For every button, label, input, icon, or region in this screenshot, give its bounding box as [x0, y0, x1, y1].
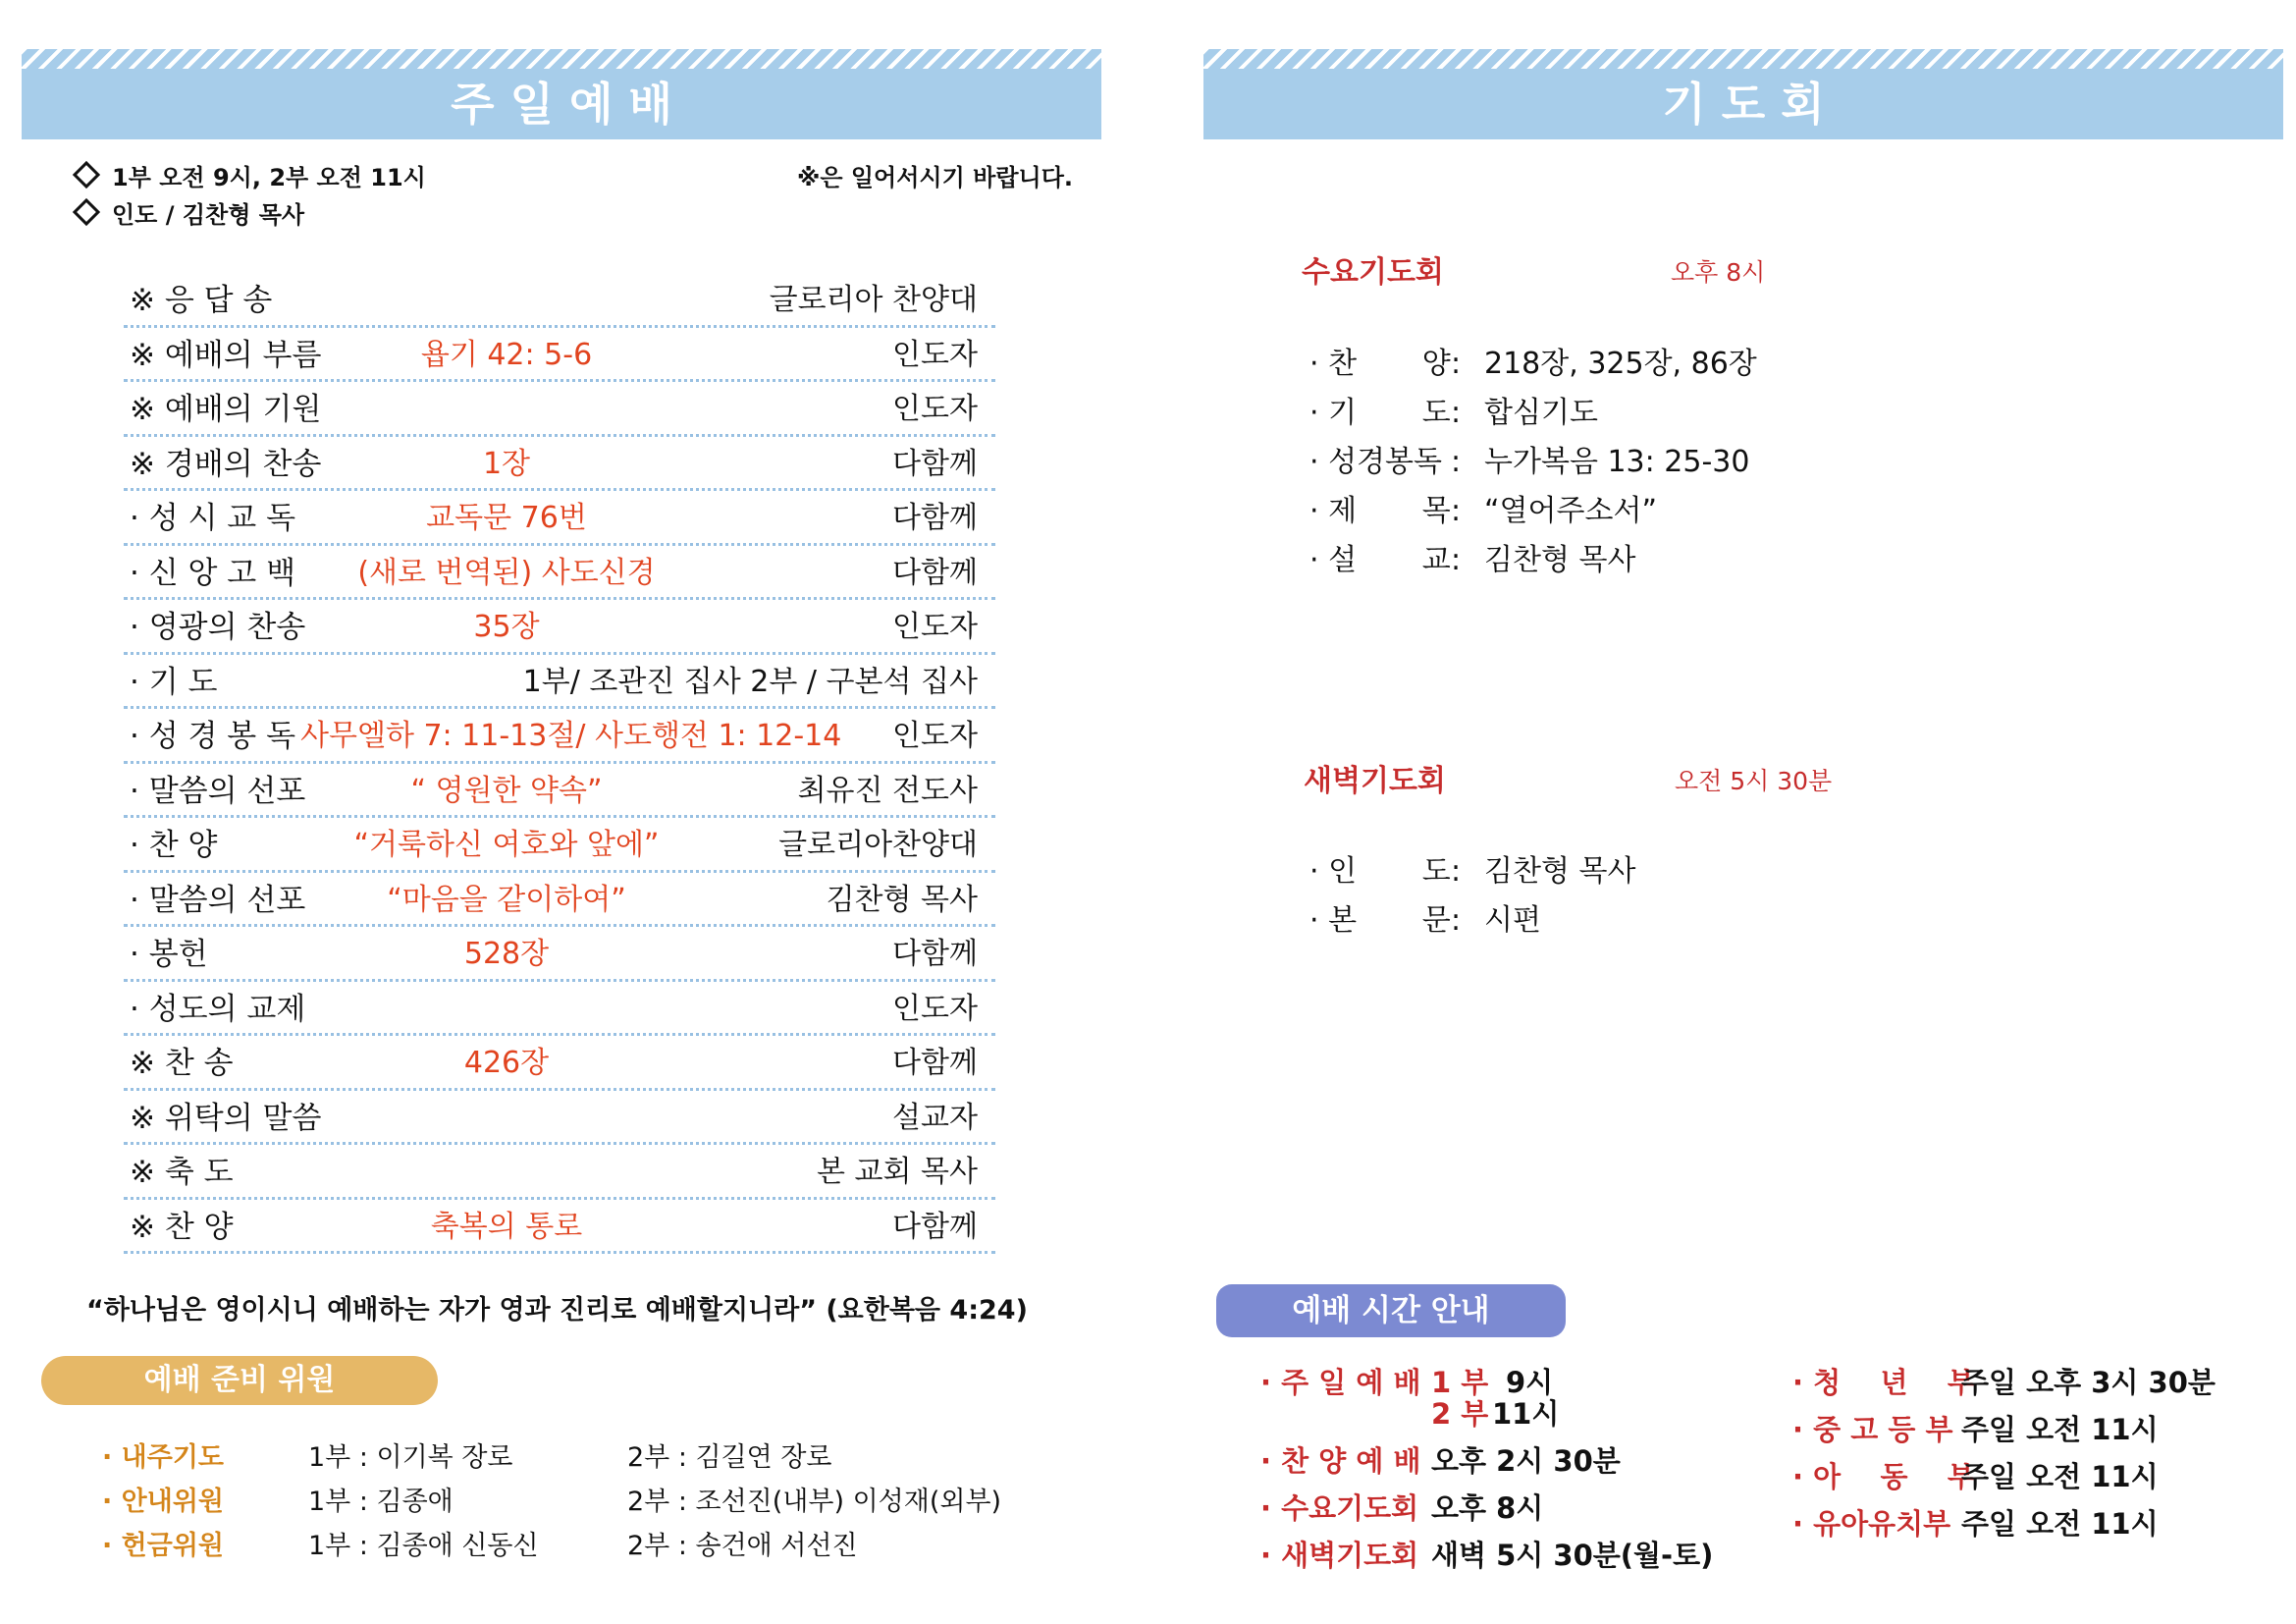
sunday-worship-header: [22, 49, 1101, 139]
wed-row: · 찬 양 : 218장, 325장, 86장: [1309, 347, 1757, 381]
service-leader: 다함께: [892, 501, 978, 535]
service-leader: 인도자: [892, 719, 978, 753]
header-stripes: [1203, 49, 2283, 69]
diamond-bullet-icon: [73, 198, 100, 226]
service-row: [124, 382, 995, 437]
service-row: [124, 927, 995, 982]
wed-prayer-time: 오후 8시: [1671, 258, 1766, 287]
service-leader: 인도자: [892, 991, 978, 1026]
service-leader: 다함께: [892, 1046, 978, 1080]
service-row: [124, 655, 995, 710]
dawn-prayer-time: 오전 5시 30분: [1675, 767, 1833, 795]
service-leader: 1부/ 조관진 집사 2부 / 구본석 집사: [522, 664, 978, 699]
service-row: [124, 982, 995, 1037]
service-item: ※ 응 답 송: [130, 283, 273, 318]
schedule-right: [1792, 1359, 2296, 1547]
service-detail: 1장: [482, 446, 531, 481]
service-detail: 35장: [473, 610, 540, 644]
order-of-service: [124, 273, 995, 1254]
service-detail: (새로 번역된) 사도신경: [357, 555, 656, 590]
sunday-worship-title: 주 일 예 배: [451, 78, 672, 131]
schedule-row-dawn: · 새벽기도회 새벽 5시 30분(월-토): [1260, 1539, 1714, 1572]
service-item: · 찬 양: [130, 828, 218, 863]
service-item: · 성도의 교제: [130, 991, 306, 1027]
service-item: ※ 예배의 기원: [130, 392, 322, 427]
service-row: [124, 1091, 995, 1146]
wed-prayer-list: [1309, 340, 1997, 585]
service-row: [124, 273, 995, 328]
dawn-row: · 인 도 : 김찬형 목사: [1309, 854, 1636, 889]
service-row: [124, 818, 995, 873]
schedule-row-sunday: · 주 일 예 배 1 부 9시: [1260, 1366, 1554, 1399]
service-leader: 글로리아찬양대: [778, 828, 978, 862]
service-item: · 기 도: [130, 664, 218, 700]
dawn-row: · 본 문 : 시편: [1309, 903, 1541, 938]
service-item: · 신 앙 고 백: [130, 555, 296, 591]
service-detail: “거룩하신 여호와 앞에”: [353, 828, 660, 862]
wed-prayer-title: 수요기도회: [1302, 255, 1444, 290]
schedule-row-children: · 아 동 부 주일 오전 11시: [1792, 1460, 2159, 1493]
service-item: ※ 찬 송: [130, 1046, 234, 1081]
service-detail: 528장: [463, 937, 550, 971]
schedule-row-preschool: · 유아유치부 주일 오전 11시: [1792, 1507, 2159, 1541]
service-leader: 인도자: [892, 337, 978, 372]
service-detail: 426장: [463, 1046, 550, 1080]
prayer-meeting-title: 기 도 회: [1662, 78, 1825, 131]
service-leader: 김찬형 목사: [826, 882, 978, 917]
service-detail: 사무엘하 7: 11-13절/ 사도행전 1: 12-14: [300, 719, 842, 753]
service-item: ※ 찬 양: [130, 1209, 234, 1245]
service-row: [124, 328, 995, 383]
schedule-row-sunday-2: 2 부 11시: [1431, 1397, 1560, 1431]
service-leader: 다함께: [892, 555, 978, 590]
wed-row: · 성경봉독 : 누가복음 13: 25-30: [1309, 445, 1750, 479]
service-detail: 욥기 42: 5-6: [420, 337, 593, 372]
service-row: [124, 491, 995, 546]
service-item: · 말씀의 선포: [130, 773, 306, 809]
service-item: · 봉헌: [130, 937, 208, 972]
service-leader: 글로리아 찬양대: [769, 283, 978, 317]
service-row: [124, 1145, 995, 1200]
wed-row: · 설 교 : 김찬형 목사: [1309, 543, 1636, 577]
service-detail: “ 영원한 약속”: [410, 773, 603, 808]
stand-note: ※은 일어서시기 바랍니다.: [797, 164, 1073, 191]
service-times-line: 1부 오전 9시, 2부 오전 11시: [77, 159, 426, 196]
service-row: [124, 764, 995, 819]
service-leader-line: 인도 / 김찬형 목사: [77, 196, 304, 234]
service-row: [124, 600, 995, 655]
service-row: [124, 1200, 995, 1255]
service-leader: 다함께: [892, 1209, 978, 1244]
service-leader: 인도자: [892, 392, 978, 426]
service-item: · 성 경 봉 독: [130, 719, 296, 754]
schedule-row-secondary: · 중 고 등 부 주일 오전 11시: [1792, 1413, 2159, 1446]
service-leader: 다함께: [892, 937, 978, 971]
prayer-meeting-header: [1203, 49, 2283, 139]
service-row: [124, 1036, 995, 1091]
service-row: [124, 709, 995, 764]
service-detail: 축복의 통로: [430, 1209, 583, 1244]
service-item: · 영광의 찬송: [130, 610, 306, 645]
service-leader: 인도자: [892, 610, 978, 644]
diamond-bullet-icon: [73, 161, 100, 189]
prep-committee-title: 예배 준비 위원: [41, 1356, 438, 1405]
schedule-row-wed: · 수요기도회 오후 8시: [1260, 1491, 1544, 1525]
service-row: [124, 546, 995, 601]
wed-row: · 기 도 : 합심기도: [1309, 396, 1598, 430]
service-detail: 교독문 76번: [426, 501, 587, 535]
schedule-title: 예배 시간 안내: [1216, 1284, 1566, 1337]
schedule-row-praise: · 찬 양 예 배 오후 2시 30분: [1260, 1444, 1621, 1478]
schedule-row-youth: · 청 년 부 주일 오후 3시 30분: [1792, 1366, 2216, 1399]
service-row: [124, 437, 995, 492]
service-item: · 성 시 교 독: [130, 501, 296, 536]
header-stripes: [22, 49, 1101, 69]
schedule-left: [1260, 1359, 1849, 1579]
service-row: [124, 873, 995, 928]
service-leader: 설교자: [892, 1100, 978, 1135]
service-item: ※ 예배의 부름: [130, 337, 322, 373]
service-leader: 최유진 전도사: [797, 773, 978, 808]
service-item: ※ 경배의 찬송: [130, 446, 322, 482]
service-item: ※ 축 도: [130, 1155, 234, 1190]
service-leader: 본 교회 목사: [817, 1155, 978, 1189]
dawn-prayer-list: [1309, 847, 1997, 946]
wed-row: · 제 목 : “열어주소서”: [1309, 494, 1657, 528]
scripture-quote: “하나님은 영이시니 예배하는 자가 영과 진리로 예배할지니라” (요한복음 4:24): [86, 1295, 1028, 1326]
dawn-prayer-title: 새벽기도회: [1304, 764, 1446, 798]
service-detail: “마음을 같이하여”: [387, 882, 626, 917]
service-item: ※ 위탁의 말씀: [130, 1100, 322, 1136]
service-item: · 말씀의 선포: [130, 882, 306, 918]
service-leader: 다함께: [892, 446, 978, 481]
